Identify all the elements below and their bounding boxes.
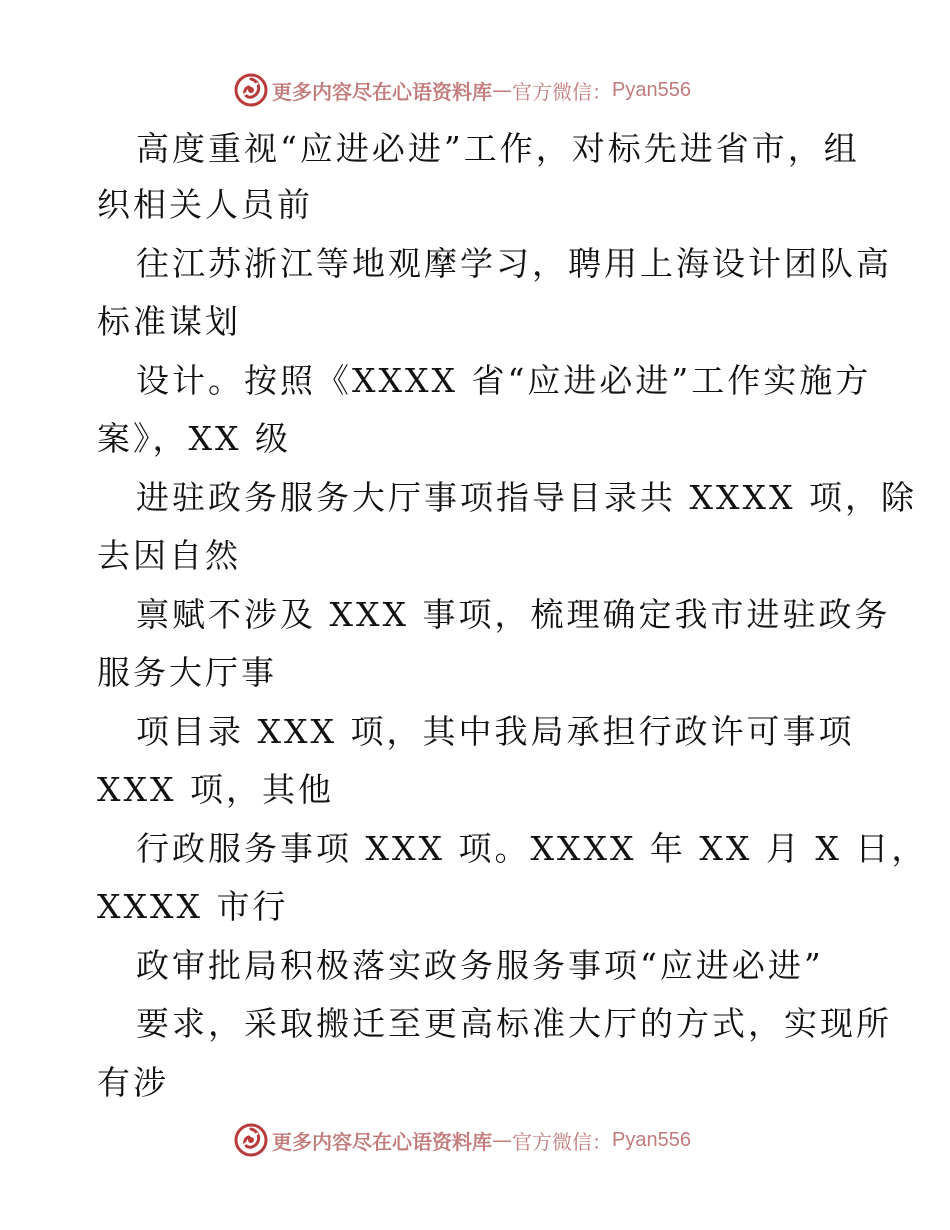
text-line: 进驻政务服务大厅事项指导目录共 XXXX 项，除 — [136, 478, 917, 517]
text-line: 项目录 XXX 项，其中我局承担行政许可事项 — [136, 712, 855, 751]
text-line: XXX 项，其他 — [97, 770, 334, 809]
banner-wechat-id: Pyan556 — [612, 1128, 691, 1151]
banner-title: 更多内容尽在心语资料库 — [272, 1129, 492, 1154]
red-spiral-logo-icon — [234, 1123, 268, 1157]
text-line: 案》，XX 级 — [97, 419, 291, 458]
text-line: 要求，采取搬迁至更高标准大厅的方式，实现所 — [136, 1004, 892, 1043]
header-banner — [234, 72, 691, 108]
text-line: 设计。按照《XXXX 省“应进必进”工作实施方 — [136, 361, 872, 400]
text-line: 有涉 — [97, 1063, 169, 1102]
text-line: 去因自然 — [97, 536, 241, 575]
text-line: 行政服务事项 XXX 项。XXXX 年 XX 月 X 日， — [136, 829, 928, 868]
footer-banner — [234, 1122, 691, 1158]
banner-separator: — — [492, 1128, 512, 1152]
text-line: XXXX 市行 — [97, 887, 289, 926]
text-line: 服务大厅事 — [97, 653, 277, 692]
banner-wechat-label: 官方微信： — [512, 1129, 612, 1154]
text-line: 高度重视“应进必进”工作，对标先进省市，组 — [136, 129, 860, 168]
text-line: 标准谋划 — [97, 302, 241, 341]
text-line: 禀赋不涉及 XXX 事项，梳理确定我市进驻政务 — [136, 595, 891, 634]
banner-wechat-label: 官方微信： — [512, 79, 612, 104]
banner-wechat-id: Pyan556 — [612, 78, 691, 101]
banner-separator: — — [492, 78, 512, 102]
text-line: 政审批局积极落实政务服务事项“应进必进” — [136, 946, 824, 985]
text-line: 织相关人员前 — [97, 185, 313, 224]
red-spiral-logo-icon — [234, 73, 268, 107]
banner-title: 更多内容尽在心语资料库 — [272, 79, 492, 104]
text-line: 往江苏浙江等地观摩学习，聘用上海设计团队高 — [136, 244, 892, 283]
